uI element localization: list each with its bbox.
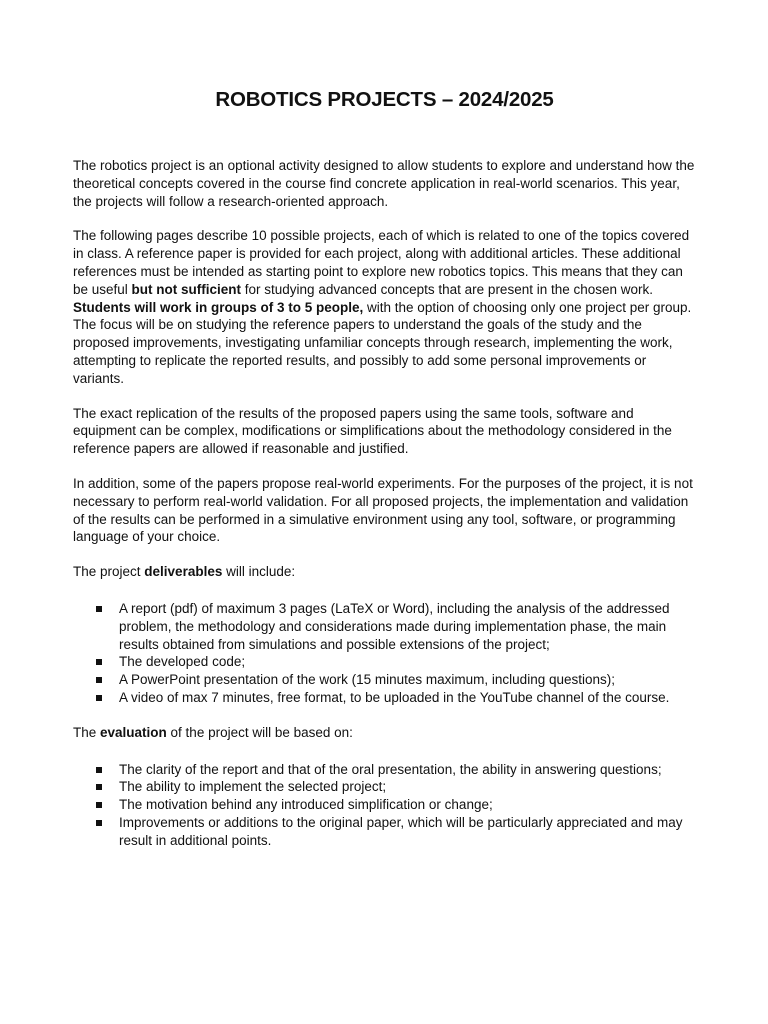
- intro-paragraph: The robotics project is an optional activity designed to allow students to explore and understand how the theoretical concepts covered in the course find concrete application in real-world scenarios. This year, the projects will follow a research-oriented approach.: [73, 158, 695, 209]
- projects-bold-2: Students will work in groups of 3 to 5 people,: [73, 299, 364, 315]
- evaluation-lead-bold: evaluation: [100, 724, 167, 740]
- document-title: ROBOTICS PROJECTS – 2024/2025: [215, 88, 554, 111]
- square-bullet-icon: [96, 767, 102, 773]
- projects-bold-1: but not sufficient: [131, 281, 242, 297]
- square-bullet-icon: [96, 677, 102, 683]
- square-bullet-icon: [96, 659, 102, 665]
- deliverables-lead-text-2: will include:: [222, 564, 296, 580]
- deliverables-lead-text-1: The project: [73, 564, 145, 580]
- projects-text-2: for studying advanced concepts that are present in the chosen work.: [241, 281, 654, 297]
- list-item-text: The developed code;: [119, 654, 246, 670]
- list-item: [119, 814, 696, 850]
- square-bullet-icon: [96, 820, 102, 826]
- deliverables-lead-bold: deliverables: [144, 564, 223, 580]
- evaluation-lead-text-1: The: [73, 724, 101, 740]
- projects-text-3: with the option of choosing only one project per group. The focus will be on studying the reference papers to understand the goals of the study and the proposed improvements, investigating unfamiliar concepts through research, implementing the work, attempting to replicate the reported results, and possibly to add some personal improvements or variants.: [73, 299, 692, 386]
- square-bullet-icon: [96, 695, 102, 701]
- evaluation-list: [73, 761, 696, 850]
- list-item: [119, 600, 696, 653]
- square-bullet-icon: [96, 802, 102, 808]
- list-item: [119, 778, 696, 796]
- list-item-text: A report (pdf) of maximum 3 pages (LaTeX or Word), including the analysis of the addressed problem, the methodology and considerations made during implementation phase, the main results obtained from simulations and possible extensions of the project;: [119, 600, 670, 652]
- deliverables-list: [73, 600, 696, 707]
- list-item-text: The clarity of the report and that of the oral presentation, the ability in answering questions;: [119, 761, 662, 777]
- list-item: [119, 796, 696, 814]
- square-bullet-icon: [96, 606, 102, 612]
- list-item: [119, 761, 696, 779]
- list-item: [119, 689, 696, 707]
- list-item-text: The motivation behind any introduced simplification or change;: [119, 797, 493, 813]
- list-item: [119, 653, 696, 671]
- deliverables-lead: [73, 563, 696, 581]
- simulation-paragraph: In addition, some of the papers propose real-world experiments. For the purposes of the project, it is not necessary to perform real-world validation. For all proposed projects, the implementation and validation of the results can be performed in a simulative environment using any tool, software, or programming language of your choice.: [73, 475, 693, 545]
- list-item-text: A video of max 7 minutes, free format, to be uploaded in the YouTube channel of the course.: [119, 689, 670, 705]
- evaluation-lead: [73, 724, 696, 742]
- list-item-text: The ability to implement the selected project;: [119, 779, 387, 795]
- square-bullet-icon: [96, 784, 102, 790]
- replication-paragraph: The exact replication of the results of the proposed papers using the same tools, software and equipment can be complex, modifications or simplifications about the methodology considered in the reference papers are allowed if reasonable and justified.: [73, 405, 672, 457]
- projects-paragraph: [73, 227, 696, 387]
- list-item-text: Improvements or additions to the original paper, which will be particularly appreciated and may result in additional points.: [119, 814, 683, 848]
- evaluation-lead-text-2: of the project will be based on:: [166, 724, 353, 740]
- list-item: [119, 671, 696, 689]
- projects-text-1: The following pages describe 10 possible projects, each of which is related to one of the topics covered in class. A reference paper is provided for each project, along with additional articles. These additional references must be intended as starting point to explore new robotics topics. This means that they can be useful: [73, 228, 690, 297]
- list-item-text: A PowerPoint presentation of the work (15 minutes maximum, including questions);: [119, 672, 615, 688]
